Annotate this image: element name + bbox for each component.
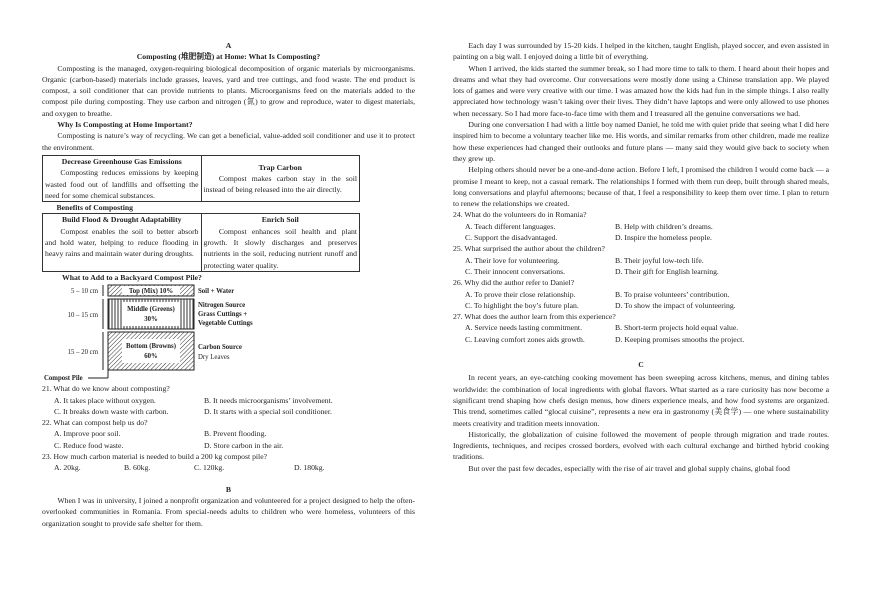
compost-pile-label: Compost Pile [44,375,83,383]
answer-option[interactable]: D. Inspire the homeless people. [615,233,712,243]
layer-note: Grass Cuttings + [198,311,248,319]
middle-layer-percent: 30% [144,316,158,324]
answer-option[interactable]: B. Their joyful low-tech life. [615,255,704,265]
table-cell [43,214,202,271]
passage-b-paragraph: Each day I was surrounded by 15-20 kids. I helped in the kitchen, taught English, played soccer, and even assisted in painting on a big wall. I enjoyed doing a little bit of everything. [453,41,829,62]
passage-b-paragraph: During one conversation I had with a little boy named Daniel, he told me with quiet pride that seeing what I did here inspired him to become a voluntary teacher like me. His words, and similar remarks from other children, made me realize how these experiences had changed their outlooks and future plans — many said they would give back to society when they grew up. [453,120,829,163]
bottom-layer-label: Bottom (Browns) [126,343,176,351]
question: 24. What do the volunteers do in Romania? [453,210,587,220]
passage-c-paragraph: Historically, the globalization of cuisine followed the movement of people through migration and trade routes. Ingredients, techniques, and recipes crossed borders, evolved with each cultural exchange and birthed hybrid cooking traditions. [453,429,829,462]
question: 22. What can compost help us do? [42,418,148,428]
layer-note: Soil + Water [198,288,235,296]
cell-text: Compost makes carbon stay in the soil instead of being released into the air directly. [203,173,357,195]
table-cell [201,214,360,271]
answer-option[interactable]: B. It needs microorganisms’ involvement. [204,395,333,405]
answer-option[interactable]: A. Service needs lasting commitment. [465,323,582,333]
answer-option[interactable]: C. Leaving comfort zones aids growth. [465,334,585,344]
answer-option[interactable]: D. It starts with a special soil conditioner. [204,406,332,416]
cell-text: Compost enhances soil health and plant growth. It slowly discharges and preserves nutrients in the soil, reducing nutrient runoff and protecting water quality. [203,226,357,270]
table-caption: Benefits of Composting [43,202,360,214]
question: 27. What does the author learn from this experience? [453,312,616,322]
answer-option[interactable]: A. It takes place without oxygen. [54,395,156,405]
diagram-title: What to Add to a Backyard Compost Pile? [62,272,202,282]
question: 23. How much carbon material is needed to build a 200 kg compost pile? [42,452,268,462]
layer-note: Vegetable Cuttings [198,320,253,328]
cell-title: Enrich Soil [261,215,299,225]
cell-text: Composting reduces emissions by keeping wasted food out of landfills and offsetting the need for some chemical substances. [45,168,199,200]
passage-a-title: Composting (堆肥制造) at Home: What Is Composting? [136,52,321,62]
answer-option[interactable]: D. Keeping promises smooths the project. [615,334,745,344]
answer-option[interactable]: A. Their love for volunteering. [465,255,560,265]
section-label-a: A [225,41,232,50]
depth-label: 5 – 10 cm [71,288,98,296]
answer-option[interactable]: D. Their gift for English learning. [615,266,719,276]
answer-option[interactable]: A. 20kg. [54,463,81,473]
passage-b-paragraph: Helping others should never be a one-and-done action. Before I left, I promised the children I would come back — a promise I meant to keep, not a casual remark. The relationships I formed with them run deep, built through shared meals, long conversations and playful afternoons; because of that, I feel a responsibility to keep them over time. I plan to return to renew the relationships we created. [453,165,829,209]
left-column [42,40,415,529]
passage-b-paragraph: When I arrived, the kids started the summer break, so I had more time to talk to them. I heard about their hopes and dreams and what they had overcome. Our conversations were mostly done using a Chinese translation app. We played lots of games and were very creative with our time. I was amazed how the kids had fun in the simple things. I also really appreciated how technology wasn’t taking over their lives. They didn’t have laptops and were only allowed to use phones when necessary. So I had more face-to-face time with them and I treasured all the genuine conversations we had. [453,63,829,118]
depth-label: 15 – 20 cm [67,349,98,357]
answer-option[interactable]: B. Help with children’s dreams. [615,221,713,231]
passage-c-paragraph: In recent years, an eye-catching cooking movement has been sweeping across kitchens, menus, and dining tables worldwide: the combination of local ingredients with global flavors. What started as a rare curiosity has now become a significant trend shaping how chefs design menus, how diners experience meals, and how food systems are organized. This trend, sometimes called “glocal cuisine”, represents a new era in gastronomy (美食学) — one where sustainability meets creativity and tradition meets innovation. [453,373,829,428]
top-layer-label: Top (Mix) 10% [128,288,174,296]
answer-option[interactable]: D. To show the impact of volunteering. [615,300,736,310]
section-label-b: B [225,484,232,494]
answer-option[interactable]: C. Support the disadvantaged. [465,233,558,243]
answer-option[interactable]: C. To highlight the boy’s future plan. [465,300,579,310]
answer-option[interactable]: C. It breaks down waste with carbon. [54,406,169,416]
passage-a-paragraph: Composting is the managed, oxygen-requiring biological decomposition of organic materials by microorganisms. Organic (carbon-based) materials include grasses, leaves, yard and tree cuttings, and food waste. The end product is compost, a soil conditioner that can provide nutrients to plants. Microorganisms feed on the materials added to the compost pile during composting. They use carbon and nitrogen (氮) to grow and reproduce, water to digest materials, and oxygen to breathe. [42,63,415,118]
passage-b-paragraph: When I was in university, I joined a nonprofit organization and volunteered for a project designed to help the often-overlooked communities in Romania. From special-needs adults to children who were homeless, volunteers of this organization sought to provide safe shelter for them. [42,495,415,528]
answer-option[interactable]: A. Improve poor soil. [54,429,121,439]
bottom-layer-percent: 60% [144,353,158,361]
questions-b [453,209,829,345]
section-label-c: C [638,360,644,370]
answer-option[interactable]: A. To prove their close relationship. [465,289,576,299]
compost-diagram [42,272,415,383]
cell-title: Decrease Greenhouse Gas Emissions [61,156,182,166]
middle-layer-label: Middle (Greens) [127,306,175,314]
answer-option[interactable]: B. To praise volunteers’ contribution. [615,289,730,299]
answer-option[interactable]: D. Store carbon in the air. [204,440,284,450]
compost-pile-illustration [42,283,302,383]
question: 25. What surprised the author about the children? [453,244,605,254]
question: 26. Why did the author refer to Daniel? [453,278,575,288]
depth-label: 10 – 15 cm [67,312,98,320]
question: 21. What do we know about composting? [42,384,170,394]
passage-a-subheading: Why Is Composting at Home Important? [57,120,193,130]
answer-option[interactable]: A. Teach different languages. [465,221,556,231]
layer-note: Carbon Source [198,344,242,352]
answer-option[interactable]: C. Their innocent conversations. [465,266,565,276]
passage-a-paragraph: Composting is nature’s way of recycling. We can get a beneficial, value-added soil conditioner and use it to protect the environment. [42,131,415,152]
passage-c-paragraph: But over the past few decades, especially with the rise of air travel and global supply chains, global food [468,463,790,473]
answer-option[interactable]: C. 120kg. [194,463,225,473]
right-column [453,40,829,474]
answer-option[interactable]: B. Prevent flooding. [204,429,267,439]
table-cell [201,155,360,201]
answer-option[interactable]: D. 180kg. [294,463,325,473]
cell-title: Trap Carbon [258,162,302,172]
table-cell [43,155,202,201]
benefits-table [42,155,360,272]
answer-option[interactable]: B. Short-term projects hold equal value. [615,323,739,333]
cell-title: Build Flood & Drought Adaptability [62,215,182,225]
questions-a [42,383,415,473]
layer-note: Nitrogen Source [198,302,246,310]
layer-note: Dry Leaves [198,354,230,362]
answer-option[interactable]: B. 60kg. [124,463,151,473]
answer-option[interactable]: C. Reduce food waste. [54,440,124,450]
cell-text: Compost enables the soil to better absorb and hold water, helping to reduce flooding in heavy rains and maintain water during droughts. [45,226,199,259]
